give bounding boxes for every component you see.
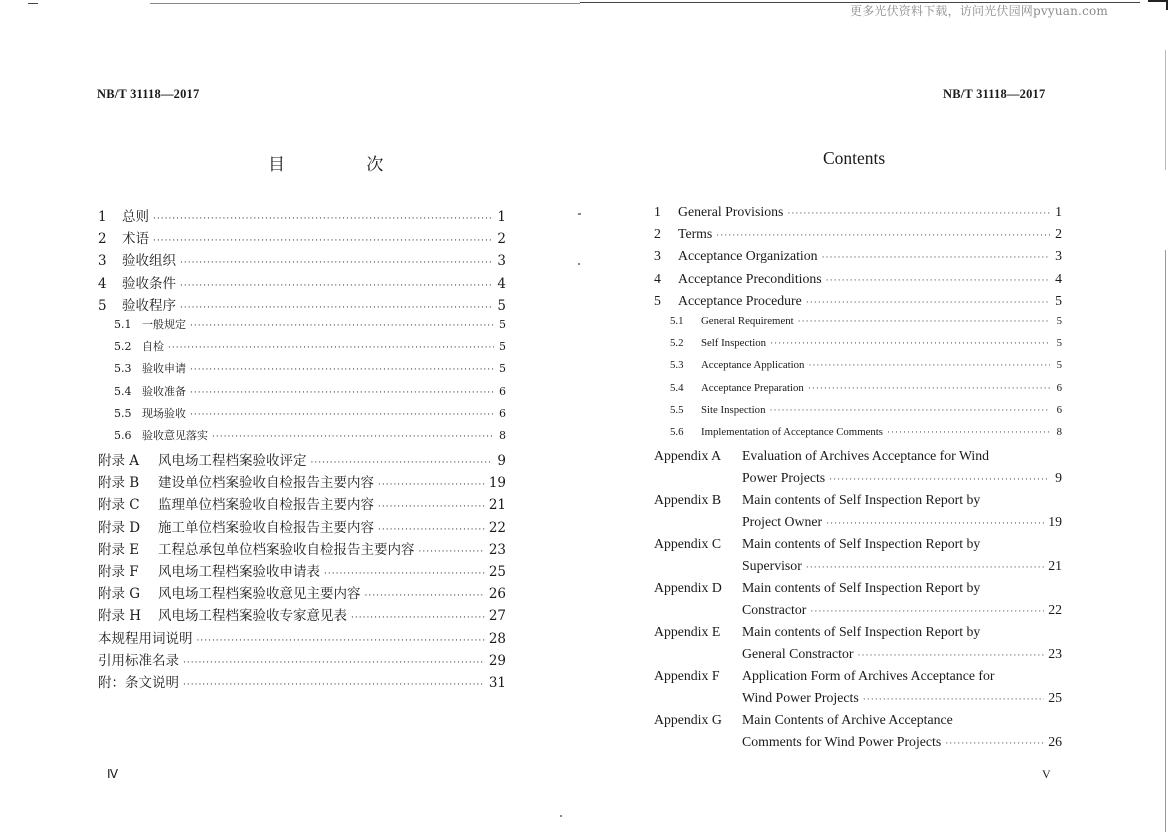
dot-leader — [180, 258, 493, 268]
toc-entry-page: 5 — [1055, 292, 1062, 308]
toc-entry-page: 25 — [1048, 690, 1062, 706]
dot-leader — [197, 636, 485, 646]
toc-entry[interactable] — [98, 338, 506, 360]
toc-entry-page: 6 — [1056, 403, 1062, 416]
toc-entry-number: 5.6 — [670, 425, 684, 438]
dot-leader — [168, 343, 494, 353]
toc-entry-page: 19 — [488, 475, 506, 492]
toc-entry-page: 1 — [1055, 204, 1062, 219]
toc-entry-page: 22 — [488, 519, 506, 536]
dot-leader — [180, 303, 493, 313]
scan-corner-mark — [1148, 0, 1168, 10]
toc-english — [654, 204, 1062, 756]
toc-entry-label: 附：条文说明 — [98, 674, 179, 691]
watermark: 更多光伏资料下载，访问光伏园网pvyuan.com — [850, 4, 1108, 18]
toc-entry[interactable] — [654, 226, 1062, 248]
toc-entry-page: 25 — [488, 564, 506, 580]
toc-entry-page: 21 — [488, 497, 506, 514]
toc-entry[interactable] — [98, 538, 506, 560]
toc-entry[interactable] — [98, 360, 506, 382]
dot-leader — [378, 525, 485, 535]
dot-leader — [770, 338, 1050, 348]
appendix-title-cont: Supervisor — [742, 558, 802, 574]
dot-leader — [808, 383, 1050, 393]
toc-entry[interactable] — [98, 227, 506, 249]
toc-entry[interactable] — [654, 426, 1062, 448]
toc-entry-label: Site Inspection — [701, 403, 766, 416]
dot-leader — [716, 230, 1050, 240]
dot-leader — [190, 388, 494, 398]
appendix-title-line — [654, 690, 1062, 712]
toc-title-english: Contents — [823, 148, 886, 168]
appendix-title: Main contents of Self Inspection Report by — [742, 536, 981, 552]
dot-leader — [822, 252, 1050, 262]
dot-leader — [945, 738, 1044, 748]
toc-entry[interactable] — [98, 405, 506, 427]
dot-leader — [183, 658, 485, 668]
toc-chinese — [98, 205, 506, 693]
toc-entry-label: Acceptance Preparation — [701, 381, 804, 394]
toc-entry-label: General Provisions — [678, 204, 784, 219]
dot-leader — [378, 502, 485, 512]
toc-entry-label: 风电场工程档案验收意见主要内容 — [158, 586, 361, 603]
toc-entry-label: 验收准备 — [142, 384, 186, 398]
toc-entry-number: 5.5 — [114, 406, 132, 420]
appendix-title-cont: General Constractor — [742, 646, 854, 662]
toc-appendix-entry[interactable] — [654, 624, 1062, 668]
toc-entry-label: Acceptance Organization — [678, 248, 818, 264]
toc-entry[interactable] — [98, 560, 506, 582]
toc-entry-page: 23 — [488, 541, 506, 558]
toc-entry-page: 8 — [499, 428, 506, 442]
toc-entry-page: 5 — [1056, 359, 1062, 372]
dot-leader — [857, 650, 1044, 660]
toc-entry-label: 本规程用词说明 — [98, 630, 193, 647]
toc-entry-number: 1 — [98, 209, 107, 225]
toc-entry-number: 5.1 — [670, 314, 684, 327]
appendix-key: Appendix F — [654, 668, 720, 684]
toc-entry[interactable] — [654, 271, 1062, 293]
toc-entry-number: 5.3 — [114, 362, 132, 376]
appendix-title-line — [654, 580, 1062, 602]
toc-entry-label: 术语 — [122, 231, 149, 248]
dot-leader — [190, 365, 494, 375]
appendix-key: Appendix D — [654, 580, 722, 596]
toc-entry-number: 5.6 — [114, 428, 132, 442]
toc-entry-page: 5 — [499, 340, 506, 354]
appendix-title-line — [654, 734, 1062, 756]
dot-leader — [180, 281, 493, 291]
toc-entry-page: 4 — [1055, 270, 1062, 286]
dot-leader — [212, 432, 494, 442]
dot-leader — [826, 275, 1050, 285]
toc-entry-number: 附录 B — [98, 475, 140, 492]
standard-code-right: NB/T 31118—2017 — [943, 87, 1046, 101]
dot-leader — [787, 208, 1050, 218]
toc-entry-label: 引用标准名录 — [98, 652, 179, 669]
appendix-key: Appendix B — [654, 492, 722, 508]
appendix-key: Appendix A — [654, 448, 722, 464]
toc-entry[interactable] — [98, 516, 506, 538]
toc-entry-number: 5.1 — [114, 317, 132, 331]
appendix-key: Appendix C — [654, 536, 722, 552]
toc-entry-number: 5 — [98, 297, 107, 314]
toc-entry-page: 6 — [1056, 381, 1062, 394]
toc-entry-label: 总则 — [122, 209, 149, 225]
appendix-title-line — [654, 602, 1062, 624]
dot-leader — [829, 474, 1050, 484]
toc-entry-label: 验收申请 — [142, 362, 186, 376]
appendix-title-cont: Comments for Wind Power Projects — [742, 734, 942, 750]
dot-leader — [190, 410, 494, 420]
dot-leader — [798, 316, 1050, 326]
toc-entry-page: 31 — [488, 674, 506, 691]
toc-entry-label: Acceptance Application — [701, 359, 805, 372]
toc-entry-label: 验收程序 — [122, 297, 176, 314]
appendix-title-line — [654, 492, 1062, 514]
toc-entry[interactable] — [654, 337, 1062, 359]
toc-entry-number: 5.3 — [670, 359, 684, 372]
toc-entry-number: 5.4 — [114, 384, 132, 398]
toc-entry-label: General Requirement — [701, 314, 794, 327]
standard-code-left: NB/T 31118—2017 — [97, 87, 200, 101]
toc-entry-label: 验收意见落实 — [142, 428, 208, 442]
toc-entry-label: 一般规定 — [142, 317, 186, 331]
toc-entry-page: 6 — [499, 406, 506, 420]
toc-entry[interactable] — [654, 359, 1062, 381]
dot-leader — [887, 427, 1050, 437]
toc-entry-number: 2 — [654, 226, 661, 242]
toc-entry[interactable] — [98, 671, 506, 693]
appendix-title: Application Form of Archives Acceptance for — [742, 668, 995, 684]
scan-speck — [578, 263, 580, 265]
dot-leader — [153, 214, 493, 224]
appendix-title-line — [654, 624, 1062, 646]
toc-entry-page: 2 — [1055, 226, 1062, 242]
scan-speck — [560, 815, 562, 817]
toc-entry-number: 5.2 — [670, 337, 684, 350]
toc-entry-number: 5 — [654, 292, 661, 308]
dot-leader — [810, 606, 1044, 616]
dot-leader — [378, 480, 485, 490]
appendix-title: Main Contents of Archive Acceptance — [742, 712, 953, 728]
toc-entry-label: Self Inspection — [701, 337, 767, 350]
appendix-title-line — [654, 558, 1062, 580]
appendix-title-cont: Project Owner — [742, 514, 823, 530]
toc-entry-number: 3 — [98, 253, 107, 270]
appendix-title-cont: Power Projects — [742, 470, 826, 486]
toc-entry-number: 3 — [654, 248, 661, 264]
toc-appendix-entry[interactable] — [654, 448, 1062, 492]
toc-entry-label: 自检 — [142, 340, 164, 354]
appendix-title-line — [654, 470, 1062, 492]
toc-entry-number: 4 — [654, 270, 661, 286]
toc-entry-number: 5.2 — [114, 340, 132, 354]
toc-entry-page: 4 — [497, 275, 506, 292]
toc-entry-page: 5 — [497, 297, 506, 314]
toc-entry[interactable] — [98, 427, 506, 449]
dot-leader — [153, 236, 493, 246]
appendix-title-line — [654, 668, 1062, 690]
toc-entry-page: 26 — [1048, 734, 1062, 750]
appendix-title-line — [654, 448, 1062, 470]
toc-entry-label: Acceptance Preconditions — [678, 270, 822, 286]
scan-speck — [578, 213, 581, 215]
toc-entry-number: 5.5 — [670, 403, 684, 416]
toc-entry[interactable] — [98, 627, 506, 649]
toc-entry-label: 建设单位档案验收自检报告主要内容 — [158, 475, 374, 492]
toc-entry[interactable] — [98, 493, 506, 515]
appendix-key: Appendix G — [654, 712, 722, 728]
dot-leader — [365, 591, 485, 601]
toc-entry[interactable] — [98, 649, 506, 671]
toc-entry-page: 23 — [1048, 646, 1062, 662]
appendix-title: Main contents of Self Inspection Report by — [742, 624, 981, 640]
toc-appendix-entry[interactable] — [654, 668, 1062, 712]
toc-entry[interactable] — [654, 315, 1062, 337]
toc-entry-number: 附录 G — [98, 586, 141, 603]
dot-leader — [311, 458, 494, 468]
page-number-left: Ⅳ — [107, 767, 119, 781]
toc-entry-label: Acceptance Procedure — [678, 292, 802, 308]
toc-entry[interactable] — [654, 204, 1062, 226]
toc-entry-page: 19 — [1048, 514, 1062, 530]
toc-entry-page: 6 — [499, 384, 506, 398]
toc-entry[interactable] — [654, 248, 1062, 270]
toc-entry-label: 监理单位档案验收自检报告主要内容 — [158, 497, 374, 514]
toc-entry[interactable] — [98, 249, 506, 271]
appendix-title-line — [654, 514, 1062, 536]
toc-entry-number: 4 — [98, 275, 107, 292]
dot-leader — [351, 613, 485, 623]
toc-appendix-entry[interactable] — [654, 492, 1062, 536]
toc-entry[interactable] — [654, 404, 1062, 426]
toc-entry-page: 3 — [497, 253, 506, 270]
dot-leader — [826, 518, 1044, 528]
toc-entry[interactable] — [98, 316, 506, 338]
scan-right-edge — [1165, 50, 1166, 170]
toc-entry-page: 3 — [1055, 248, 1062, 264]
dot-leader — [419, 547, 485, 557]
toc-entry[interactable] — [98, 294, 506, 316]
toc-entry-label: Implementation of Acceptance Comments — [701, 425, 883, 438]
toc-entry-page: 9 — [497, 453, 506, 470]
toc-entry-page: 5 — [499, 317, 506, 331]
toc-entry-label: 验收条件 — [122, 275, 176, 292]
toc-entry-page: 26 — [488, 586, 506, 603]
appendix-title-line — [654, 712, 1062, 734]
toc-entry[interactable] — [654, 293, 1062, 315]
scan-top-edge — [150, 3, 580, 4]
toc-entry-page: 5 — [1056, 314, 1062, 327]
toc-entry-page: 5 — [1056, 337, 1062, 350]
appendix-title-line — [654, 536, 1062, 558]
toc-entry[interactable] — [98, 471, 506, 493]
toc-entry[interactable] — [98, 604, 506, 626]
toc-entry-label: 风电场工程档案验收专家意见表 — [158, 608, 347, 625]
dot-leader — [769, 405, 1050, 415]
toc-appendix-entry[interactable] — [654, 580, 1062, 624]
scan-right-edge — [1165, 250, 1166, 832]
toc-entry-label: 施工单位档案验收自检报告主要内容 — [158, 519, 374, 536]
dot-leader — [183, 680, 485, 690]
toc-entry[interactable] — [98, 449, 506, 471]
toc-entry-page: 28 — [488, 630, 506, 647]
toc-entry[interactable] — [98, 272, 506, 294]
toc-appendix-entry[interactable] — [654, 536, 1062, 580]
toc-entry-page: 2 — [497, 231, 506, 248]
dot-leader — [806, 562, 1044, 572]
toc-title-chinese: 目 次 — [268, 155, 422, 175]
toc-entry-label: 现场验收 — [142, 406, 186, 420]
toc-entry-page: 27 — [488, 608, 506, 625]
toc-entry-number: 附录 E — [98, 541, 140, 558]
toc-appendix-entry[interactable] — [654, 712, 1062, 756]
dot-leader — [808, 360, 1050, 370]
toc-entry[interactable] — [98, 582, 506, 604]
toc-entry-number: 附录 F — [98, 564, 139, 580]
appendix-title-cont: Constractor — [742, 602, 807, 618]
toc-entry-page: 29 — [488, 652, 506, 669]
toc-entry-label: Terms — [678, 226, 713, 242]
toc-entry-number: 2 — [98, 231, 107, 248]
dot-leader — [324, 569, 485, 579]
appendix-key: Appendix E — [654, 624, 721, 640]
toc-entry-number: 附录 A — [98, 453, 140, 470]
appendix-title: Evaluation of Archives Acceptance for Wind — [742, 448, 990, 464]
toc-entry-label: 风电场工程档案验收评定 — [158, 453, 307, 470]
toc-entry-page: 8 — [1056, 425, 1062, 438]
dot-leader — [190, 321, 494, 331]
toc-entry-page: 22 — [1048, 602, 1062, 618]
toc-entry-page: 21 — [1048, 558, 1062, 574]
toc-entry-page: 1 — [497, 209, 506, 225]
toc-entry-number: 附录 D — [98, 519, 141, 536]
toc-entry-page: 5 — [499, 362, 506, 376]
dot-leader — [863, 694, 1045, 704]
toc-entry[interactable] — [654, 382, 1062, 404]
toc-entry-page: 9 — [1055, 470, 1062, 486]
toc-entry-number: 附录 C — [98, 497, 140, 514]
toc-entry-number: 1 — [654, 204, 661, 219]
appendix-title: Main contents of Self Inspection Report by — [742, 580, 981, 596]
toc-entry[interactable] — [98, 205, 506, 227]
toc-entry-number: 附录 H — [98, 608, 142, 625]
toc-entry-label: 风电场工程档案验收申请表 — [158, 564, 320, 580]
appendix-title-line — [654, 646, 1062, 668]
appendix-title-cont: Wind Power Projects — [742, 690, 859, 706]
toc-entry-number: 5.4 — [670, 381, 684, 394]
appendix-title: Main contents of Self Inspection Report by — [742, 492, 981, 508]
page-number-right: V — [1042, 767, 1051, 781]
toc-entry-label: 验收组织 — [122, 253, 176, 270]
toc-entry[interactable] — [98, 383, 506, 405]
scan-mark — [28, 3, 38, 4]
toc-entry-label: 工程总承包单位档案验收自检报告主要内容 — [158, 541, 415, 558]
dot-leader — [806, 297, 1050, 307]
